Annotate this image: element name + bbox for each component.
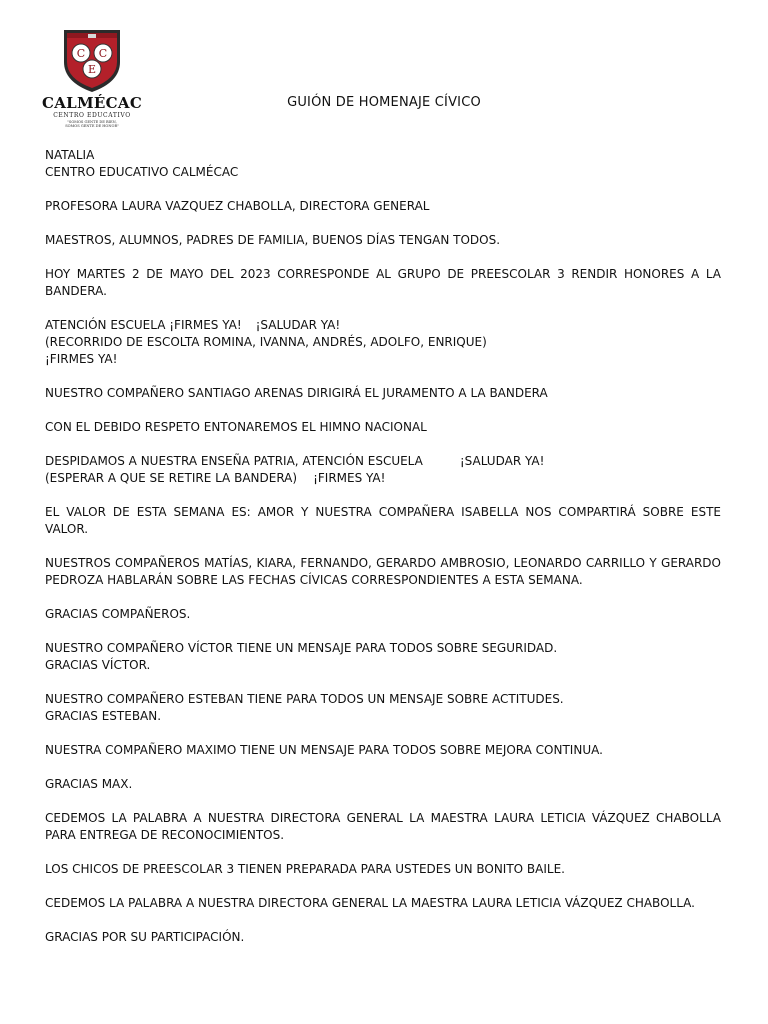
logo-motto: [42, 120, 142, 129]
command-text: ATENCIÓN ESCUELA ¡FIRMES YA!: [45, 318, 242, 332]
paragraph: CEDEMOS LA PALABRA A NUESTRA DIRECTORA GENERAL LA MAESTRA LAURA LETICIA VÁZQUEZ CHABOLLA.: [45, 896, 695, 910]
logo-name: CALMÉCAC: [42, 94, 143, 112]
paragraph: NUESTRA COMPAÑERO MAXIMO TIENE UN MENSAJE PARA TODOS SOBRE MEJORA CONTINUA.: [45, 743, 603, 757]
paragraph: [45, 317, 721, 334]
crest-shield-icon: [60, 26, 124, 94]
crest-letter-1: C: [76, 47, 86, 60]
paragraph: CENTRO EDUCATIVO CALMÉCAC: [45, 165, 239, 179]
command-text: ¡SALUDAR YA!: [459, 454, 545, 468]
command-text: ¡SALUDAR YA!: [255, 318, 341, 332]
paragraph: MAESTROS, ALUMNOS, PADRES DE FAMILIA, BUENOS DÍAS TENGAN TODOS.: [45, 233, 501, 247]
paragraph: EL VALOR DE ESTA SEMANA ES: AMOR Y NUESTRA COMPAÑERA ISABELLA NOS COMPARTIRÁ SOBRE ESTE VALOR.: [45, 505, 721, 536]
paragraph: GRACIAS MAX.: [45, 777, 133, 791]
command-text: ¡FIRMES YA!: [313, 471, 386, 485]
command-text: DESPIDAMOS A NUESTRA ENSEÑA PATRIA, ATENCIÓN ESCUELA: [45, 454, 423, 468]
paragraph: LOS CHICOS DE PREESCOLAR 3 TIENEN PREPARADA PARA USTEDES UN BONITO BAILE.: [45, 862, 565, 876]
paragraph: CEDEMOS LA PALABRA A NUESTRA DIRECTORA GENERAL LA MAESTRA LAURA LETICIA VÁZQUEZ CHABOLLA PARA ENTREGA DE RECONOCIMIENTOS.: [45, 811, 721, 842]
paragraph: GRACIAS ESTEBAN.: [45, 709, 162, 723]
document-body: [45, 147, 721, 946]
paragraph: [45, 470, 721, 487]
paragraph: (RECORRIDO DE ESCOLTA ROMINA, IVANNA, ANDRÉS, ADOLFO, ENRIQUE): [45, 335, 487, 349]
paragraph: CON EL DEBIDO RESPETO ENTONAREMOS EL HIMNO NACIONAL: [45, 420, 427, 434]
paragraph: NUESTROS COMPAÑEROS MATÍAS, KIARA, FERNANDO, GERARDO AMBROSIO, LEONARDO CARRILLO Y GERARDO PEDROZA HABLARÁN SOBRE LAS FECHAS CÍVICAS CORRESPONDIENTES A ESTA SEMANA.: [45, 556, 721, 587]
paragraph: GRACIAS COMPAÑEROS.: [45, 607, 191, 621]
crest-letter-3: E: [87, 63, 97, 76]
paragraph: NATALIA: [45, 148, 95, 162]
paragraph: NUESTRO COMPAÑERO VÍCTOR TIENE UN MENSAJE PARA TODOS SOBRE SEGURIDAD.: [45, 641, 558, 655]
paragraph: NUESTRO COMPAÑERO SANTIAGO ARENAS DIRIGIRÁ EL JURAMENTO A LA BANDERA: [45, 386, 548, 400]
paragraph: GRACIAS VÍCTOR.: [45, 658, 151, 672]
paragraph: NUESTRO COMPAÑERO ESTEBAN TIENE PARA TODOS UN MENSAJE SOBRE ACTITUDES.: [45, 692, 564, 706]
paragraph: [45, 453, 721, 470]
paragraph: ¡FIRMES YA!: [45, 352, 118, 366]
paragraph: HOY MARTES 2 DE MAYO DEL 2023 CORRESPONDE AL GRUPO DE PREESCOLAR 3 RENDIR HONORES A LA BANDERA.: [45, 267, 721, 298]
logo-subtitle: CENTRO EDUCATIVO: [53, 112, 131, 119]
crest-letter-2: C: [98, 47, 108, 60]
logo-motto-line-1: "SOMOS GENTE DE BIEN,: [67, 120, 117, 124]
page-title-text: GUIÓN DE HOMENAJE CÍVICO: [287, 95, 481, 110]
page-title: [0, 95, 768, 110]
paragraph: PROFESORA LAURA VAZQUEZ CHABOLLA, DIRECTORA GENERAL: [45, 199, 430, 213]
command-text: (ESPERAR A QUE SE RETIRE LA BANDERA): [45, 471, 298, 485]
logo-motto-line-2: SOMOS GENTE DE HONOR": [65, 124, 119, 129]
paragraph: GRACIAS POR SU PARTICIPACIÓN.: [45, 930, 245, 944]
